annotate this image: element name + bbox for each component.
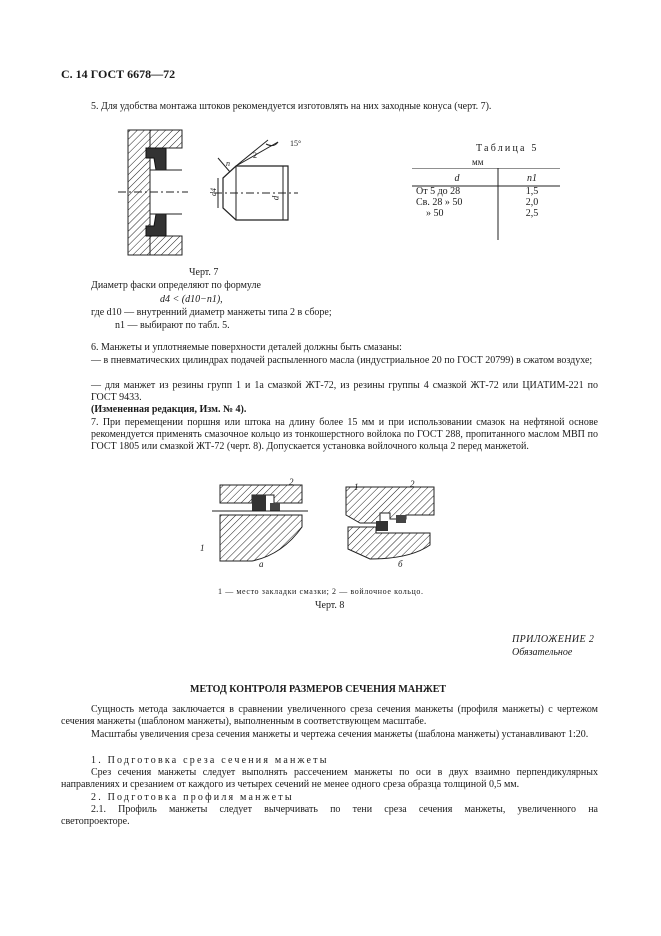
- formula-n1: n1 — выбирают по табл. 5.: [115, 320, 230, 331]
- step1-title: 1. Подготовка среза сечения манжеты: [91, 755, 329, 766]
- item6-edition: (Измененная редакция, Изм. № 4).: [91, 404, 247, 415]
- fig8-label-b: б: [398, 559, 403, 569]
- table5-title: Таблица 5: [476, 143, 539, 154]
- fig8b-num2: 2: [410, 479, 415, 489]
- fig8-caption: Черт. 8: [315, 600, 345, 611]
- formula-line: d4 < (d10−n1),: [160, 294, 223, 305]
- fig8-label-a: а: [259, 559, 264, 569]
- table5-cell-n1: 2,5: [525, 208, 539, 219]
- table-row: [414, 186, 564, 197]
- para1: Сущность метода заключается в сравнении увеличенного среза сечения манжеты (профиля манжеты) с чертежом сечения манжеты (шаблоном манжеты), выполненным в соответствующем масштабе.: [61, 704, 598, 727]
- fig7-two-label: 2: [253, 151, 257, 160]
- fig7-d-label: d: [270, 195, 281, 201]
- page-header: С. 14 ГОСТ 6678—72: [61, 67, 176, 81]
- table5-header-n1: n1: [527, 172, 537, 184]
- formula-where: где d10 — внутренний диаметр манжеты типа 2 в сборе;: [91, 307, 332, 318]
- step1-text: Срез сечения манжеты следует выполнять рассечением манжеты по оси в двух взаимно перпендикулярных направлениях и срезанием от каждого из четырех сечений не менее одного среза образца толщиной 0,5 мм.: [61, 767, 598, 790]
- step2-title: 2. Подготовка профиля манжеты: [91, 792, 294, 803]
- step2-text: 2.1. Профиль манжеты следует вычерчивать по тени среза сечения манжеты, увеличенного на светопроекторе.: [61, 804, 598, 827]
- figure-8b-drawing: [340, 483, 440, 563]
- fig8-legend: 1 — место закладки смазки; 2 — войлочное кольцо.: [218, 587, 424, 596]
- felt-ring: [396, 515, 406, 523]
- table5-header-d: d: [454, 172, 460, 184]
- item6-intro: 6. Манжеты и уплотняемые поверхности деталей должны быть смазаны:: [91, 342, 402, 353]
- item6-line2: — для манжет из резины групп 1 и 1а смазкой ЖТ-72, из резины группы 4 смазкой ЖТ-72 или ЦИАТИМ-221 по ГОСТ 9433.: [91, 380, 598, 403]
- table5-cell-d: От 5 до 28: [416, 186, 461, 197]
- table5-cell-d: » 50: [426, 208, 444, 219]
- fig8a-num2: 2: [289, 477, 294, 487]
- fig7-d4-label: d4: [209, 188, 218, 196]
- table5-cell-n1: 1,5: [525, 186, 539, 197]
- table5-cell-d: Св. 28 » 50: [416, 197, 463, 208]
- item6-line1: — в пневматических цилиндрах подачей распыленного масла (индустриальное 20 по ГОСТ 20799) в сжатом воздухе;: [91, 355, 593, 366]
- table-row: [414, 208, 564, 219]
- table5-cell-n1: 2,0: [525, 197, 539, 208]
- appendix-status: Обязательное: [512, 647, 573, 658]
- formula-intro: Диаметр фаски определяют по формуле: [91, 280, 261, 291]
- seal-cross-section: [252, 495, 266, 511]
- fig8a-num1: 1: [200, 543, 205, 553]
- fig8b-num1: 1: [354, 482, 359, 492]
- item7-text: 7. При перемещении поршня или штока на длину более 15 мм и при использовании смазок на нефтяной основе рекомендуется применять смазочное кольцо из тонкошерстного войлока по ГОСТ 288, пропитанного маслом МВП по ГОСТ 1805 или смазкой ЖТ-72 (черт. 8). Допускается установка войлочного кольца 2 перед манжетой.: [91, 417, 598, 452]
- fig7-angle-label: 15°: [290, 139, 302, 148]
- seal-cross-section: [376, 521, 388, 531]
- figure-8a-drawing: [212, 475, 312, 565]
- item5-text: 5. Для удобства монтажа штоков рекомендуется изготовлять на них заходные конуса (черт. 7).: [91, 101, 492, 112]
- fig7-n-label: n: [226, 159, 230, 168]
- section-title: МЕТОД КОНТРОЛЯ РАЗМЕРОВ СЕЧЕНИЯ МАНЖЕТ: [190, 684, 447, 695]
- appendix-title: ПРИЛОЖЕНИЕ 2: [512, 634, 595, 645]
- felt-ring: [270, 503, 280, 511]
- para2: Масштабы увеличения среза сечения манжеты и чертежа сечения манжеты (шаблона манжеты) устанавливают 1:20.: [91, 729, 589, 740]
- table5-unit: мм: [472, 157, 484, 167]
- table5-header-row: [414, 170, 564, 186]
- table-row: [414, 197, 564, 208]
- fig7-caption: Черт. 7: [189, 267, 219, 278]
- table5: [414, 170, 564, 219]
